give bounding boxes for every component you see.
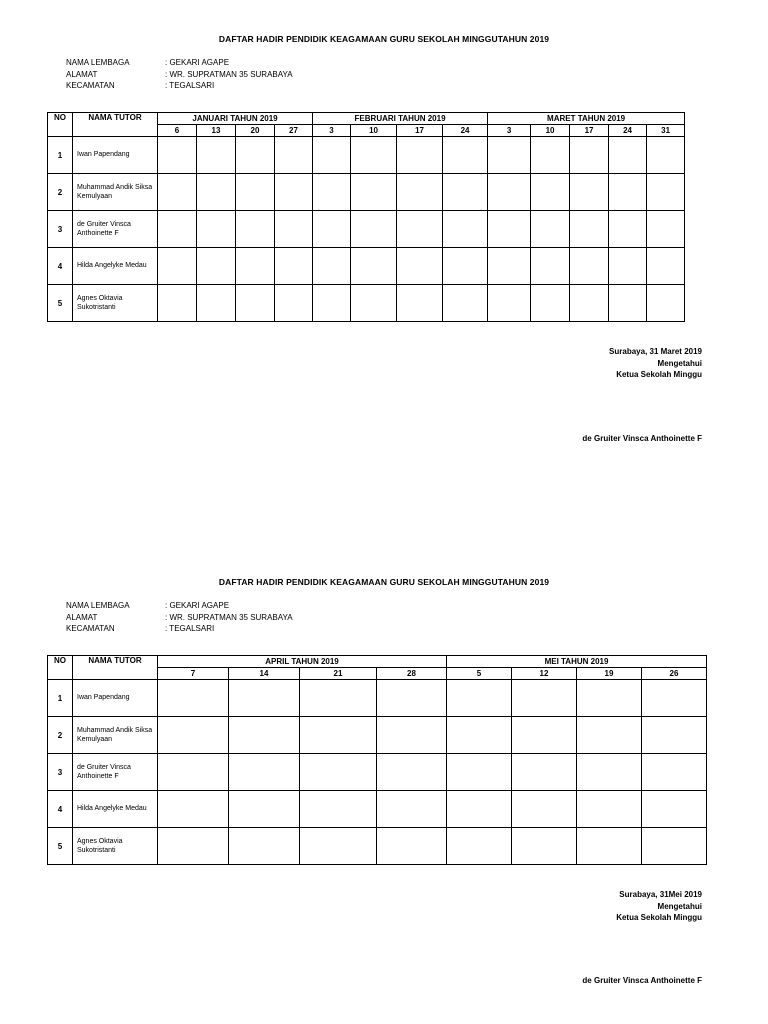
table-row bbox=[48, 285, 685, 322]
date-header: 19 bbox=[577, 668, 642, 680]
table-row bbox=[48, 174, 685, 211]
attendance-cell bbox=[443, 137, 488, 174]
tutor-name: Hilda Angelyke Medau bbox=[73, 791, 158, 828]
attendance-cell bbox=[609, 137, 647, 174]
row-number: 2 bbox=[48, 174, 73, 211]
attendance-cell bbox=[313, 137, 351, 174]
table-row bbox=[48, 211, 685, 248]
attendance-cell bbox=[488, 285, 531, 322]
attendance-cell bbox=[229, 754, 300, 791]
attendance-cell bbox=[642, 717, 707, 754]
date-header: 10 bbox=[351, 125, 397, 137]
signature-block bbox=[616, 889, 702, 924]
attendance-cell bbox=[570, 248, 609, 285]
attendance-cell bbox=[313, 174, 351, 211]
attendance-cell bbox=[275, 137, 313, 174]
attendance-cell bbox=[351, 211, 397, 248]
signature-block bbox=[609, 346, 702, 381]
attendance-cell bbox=[647, 137, 685, 174]
attendance-cell bbox=[236, 285, 275, 322]
institution-info bbox=[66, 600, 293, 635]
attendance-cell bbox=[531, 211, 570, 248]
attendance-cell bbox=[647, 285, 685, 322]
attendance-cell bbox=[158, 211, 197, 248]
table-row bbox=[48, 754, 707, 791]
attendance-cell bbox=[158, 791, 229, 828]
attendance-cell bbox=[197, 285, 236, 322]
date-header: 24 bbox=[609, 125, 647, 137]
table-row bbox=[48, 828, 707, 865]
attendance-cell bbox=[447, 791, 512, 828]
attendance-cell bbox=[647, 174, 685, 211]
signer-position: Ketua Sekolah Minggu bbox=[616, 913, 702, 922]
attendance-cell bbox=[488, 174, 531, 211]
attendance-cell bbox=[647, 211, 685, 248]
attendance-cell bbox=[275, 174, 313, 211]
attendance-cell bbox=[577, 828, 642, 865]
attendance-cell bbox=[397, 211, 443, 248]
institution-info bbox=[66, 57, 293, 92]
attendance-cell bbox=[313, 285, 351, 322]
attendance-cell bbox=[609, 285, 647, 322]
attendance-cell bbox=[397, 174, 443, 211]
row-number: 5 bbox=[48, 828, 73, 865]
attendance-cell bbox=[351, 248, 397, 285]
attendance-cell bbox=[642, 754, 707, 791]
info-label: KECAMATAN bbox=[66, 624, 115, 633]
attendance-cell bbox=[275, 285, 313, 322]
signer-name: de Gruiter Vinsca Anthoinette F bbox=[582, 976, 702, 985]
attendance-cell bbox=[512, 754, 577, 791]
attendance-cell bbox=[275, 248, 313, 285]
attendance-cell bbox=[351, 174, 397, 211]
sheet-title: DAFTAR HADIR PENDIDIK KEAGAMAAN GURU SEKOLAH MINGGUTAHUN 2019 bbox=[218, 34, 550, 44]
row-number: 1 bbox=[48, 137, 73, 174]
attendance-cell bbox=[577, 680, 642, 717]
attendance-cell bbox=[570, 211, 609, 248]
info-label: KECAMATAN bbox=[66, 81, 115, 90]
acknowledged-label: Mengetahui bbox=[657, 901, 702, 911]
attendance-cell bbox=[397, 285, 443, 322]
attendance-cell bbox=[197, 211, 236, 248]
attendance-cell bbox=[275, 211, 313, 248]
attendance-body bbox=[48, 137, 685, 322]
attendance-cell bbox=[512, 828, 577, 865]
tutor-name: Agnes Oktavia Sukotristanti bbox=[73, 285, 158, 322]
attendance-cell bbox=[158, 754, 229, 791]
attendance-cell bbox=[158, 717, 229, 754]
date-header: 3 bbox=[313, 125, 351, 137]
row-number: 1 bbox=[48, 680, 73, 717]
date-header: 27 bbox=[275, 125, 313, 137]
date-header: 14 bbox=[229, 668, 300, 680]
attendance-cell bbox=[443, 285, 488, 322]
attendance-cell bbox=[447, 828, 512, 865]
table-row bbox=[48, 791, 707, 828]
info-row-district bbox=[66, 80, 293, 92]
attendance-cell bbox=[531, 285, 570, 322]
attendance-cell bbox=[512, 717, 577, 754]
info-row-district bbox=[66, 623, 293, 635]
attendance-cell bbox=[229, 828, 300, 865]
column-header-tutor-name: NAMA TUTOR bbox=[73, 113, 158, 137]
row-number: 4 bbox=[48, 248, 73, 285]
attendance-body bbox=[48, 680, 707, 865]
attendance-cell bbox=[570, 137, 609, 174]
info-value: : TEGALSARI bbox=[165, 624, 215, 633]
table-row bbox=[48, 680, 707, 717]
info-row-institution bbox=[66, 57, 293, 69]
attendance-cell bbox=[158, 285, 197, 322]
tutor-name: Agnes Oktavia Sukotristanti bbox=[73, 828, 158, 865]
attendance-cell bbox=[236, 174, 275, 211]
attendance-cell bbox=[351, 285, 397, 322]
row-number: 5 bbox=[48, 285, 73, 322]
date-header: 5 bbox=[447, 668, 512, 680]
info-row-institution bbox=[66, 600, 293, 612]
attendance-cell bbox=[377, 791, 447, 828]
info-label: ALAMAT bbox=[66, 69, 98, 79]
info-row-address bbox=[66, 612, 293, 624]
date-header: 10 bbox=[531, 125, 570, 137]
row-number: 3 bbox=[48, 754, 73, 791]
attendance-cell bbox=[531, 174, 570, 211]
attendance-cell bbox=[447, 680, 512, 717]
attendance-cell bbox=[377, 754, 447, 791]
info-value: : WR. SUPRATMAN 35 SURABAYA bbox=[165, 69, 293, 79]
attendance-cell bbox=[377, 717, 447, 754]
date-header: 26 bbox=[642, 668, 707, 680]
attendance-cell bbox=[197, 248, 236, 285]
attendance-cell bbox=[300, 791, 377, 828]
attendance-cell bbox=[570, 285, 609, 322]
attendance-cell bbox=[197, 174, 236, 211]
date-header: 13 bbox=[197, 125, 236, 137]
attendance-cell bbox=[488, 211, 531, 248]
attendance-cell bbox=[642, 680, 707, 717]
date-header: 3 bbox=[488, 125, 531, 137]
place-date: Surabaya, 31 Maret 2019 bbox=[609, 347, 702, 356]
attendance-table bbox=[47, 112, 685, 322]
column-header-no: NO bbox=[48, 656, 73, 680]
tutor-name: Muhammad Andik Siksa Kemulyaan bbox=[73, 717, 158, 754]
attendance-cell bbox=[158, 248, 197, 285]
info-value: : WR. SUPRATMAN 35 SURABAYA bbox=[165, 612, 293, 622]
tutor-name: Muhammad Andik Siksa Kemulyaan bbox=[73, 174, 158, 211]
attendance-cell bbox=[313, 248, 351, 285]
attendance-cell bbox=[351, 137, 397, 174]
date-header: 12 bbox=[512, 668, 577, 680]
attendance-cell bbox=[609, 248, 647, 285]
info-value: : TEGALSARI bbox=[165, 81, 215, 90]
month-header-march: MARET TAHUN 2019 bbox=[488, 113, 685, 125]
date-header: 20 bbox=[236, 125, 275, 137]
attendance-cell bbox=[447, 717, 512, 754]
attendance-cell bbox=[570, 174, 609, 211]
month-header-february: FEBRUARI TAHUN 2019 bbox=[313, 113, 488, 125]
acknowledged-label: Mengetahui bbox=[657, 358, 702, 368]
tutor-name: de Gruiter Vinsca Anthoinette F bbox=[73, 211, 158, 248]
place-date: Surabaya, 31Mei 2019 bbox=[619, 890, 702, 899]
attendance-cell bbox=[300, 717, 377, 754]
attendance-cell bbox=[647, 248, 685, 285]
date-header: 17 bbox=[397, 125, 443, 137]
attendance-cell bbox=[229, 717, 300, 754]
date-header: 21 bbox=[300, 668, 377, 680]
signer-name: de Gruiter Vinsca Anthoinette F bbox=[582, 434, 702, 443]
attendance-cell bbox=[236, 248, 275, 285]
attendance-cell bbox=[397, 137, 443, 174]
date-header: 7 bbox=[158, 668, 229, 680]
attendance-cell bbox=[377, 680, 447, 717]
month-header-may: MEI TAHUN 2019 bbox=[447, 656, 707, 668]
info-label: NAMA LEMBAGA bbox=[66, 58, 130, 67]
row-number: 2 bbox=[48, 717, 73, 754]
attendance-cell bbox=[512, 680, 577, 717]
attendance-cell bbox=[158, 174, 197, 211]
tutor-name: de Gruiter Vinsca Anthoinette F bbox=[73, 754, 158, 791]
sheet-title: DAFTAR HADIR PENDIDIK KEAGAMAAN GURU SEKOLAH MINGGUTAHUN 2019 bbox=[218, 577, 550, 587]
info-label: ALAMAT bbox=[66, 612, 98, 622]
attendance-cell bbox=[488, 248, 531, 285]
date-header: 6 bbox=[158, 125, 197, 137]
attendance-cell bbox=[158, 137, 197, 174]
attendance-cell bbox=[447, 754, 512, 791]
info-label: NAMA LEMBAGA bbox=[66, 601, 130, 610]
date-header: 24 bbox=[443, 125, 488, 137]
attendance-cell bbox=[300, 754, 377, 791]
attendance-cell bbox=[443, 174, 488, 211]
attendance-cell bbox=[158, 828, 229, 865]
row-number: 3 bbox=[48, 211, 73, 248]
attendance-cell bbox=[229, 680, 300, 717]
attendance-cell bbox=[229, 791, 300, 828]
row-number: 4 bbox=[48, 791, 73, 828]
attendance-cell bbox=[642, 828, 707, 865]
attendance-cell bbox=[197, 137, 236, 174]
attendance-cell bbox=[313, 211, 351, 248]
attendance-table bbox=[47, 655, 707, 865]
attendance-cell bbox=[300, 680, 377, 717]
info-value: : GEKARI AGAPE bbox=[165, 601, 230, 610]
month-header-january: JANUARI TAHUN 2019 bbox=[158, 113, 313, 125]
table-row bbox=[48, 248, 685, 285]
attendance-cell bbox=[642, 791, 707, 828]
tutor-name: Iwan Papendang bbox=[73, 680, 158, 717]
table-row bbox=[48, 717, 707, 754]
month-header-april: APRIL TAHUN 2019 bbox=[158, 656, 447, 668]
attendance-cell bbox=[531, 248, 570, 285]
attendance-cell bbox=[577, 717, 642, 754]
attendance-cell bbox=[577, 791, 642, 828]
date-header: 31 bbox=[647, 125, 685, 137]
signer-position: Ketua Sekolah Minggu bbox=[616, 370, 702, 379]
column-header-tutor-name: NAMA TUTOR bbox=[73, 656, 158, 680]
tutor-name: Hilda Angelyke Medau bbox=[73, 248, 158, 285]
info-row-address bbox=[66, 69, 293, 81]
attendance-cell bbox=[397, 248, 443, 285]
attendance-cell bbox=[236, 137, 275, 174]
tutor-name: Iwan Papendang bbox=[73, 137, 158, 174]
table-row bbox=[48, 137, 685, 174]
column-header-no: NO bbox=[48, 113, 73, 137]
date-header: 17 bbox=[570, 125, 609, 137]
info-value: : GEKARI AGAPE bbox=[165, 58, 230, 67]
attendance-cell bbox=[609, 174, 647, 211]
attendance-cell bbox=[488, 137, 531, 174]
attendance-cell bbox=[300, 828, 377, 865]
attendance-cell bbox=[531, 137, 570, 174]
attendance-cell bbox=[377, 828, 447, 865]
date-header: 28 bbox=[377, 668, 447, 680]
attendance-cell bbox=[609, 211, 647, 248]
attendance-cell bbox=[158, 680, 229, 717]
attendance-cell bbox=[236, 211, 275, 248]
attendance-cell bbox=[443, 211, 488, 248]
attendance-cell bbox=[512, 791, 577, 828]
attendance-cell bbox=[443, 248, 488, 285]
attendance-cell bbox=[577, 754, 642, 791]
